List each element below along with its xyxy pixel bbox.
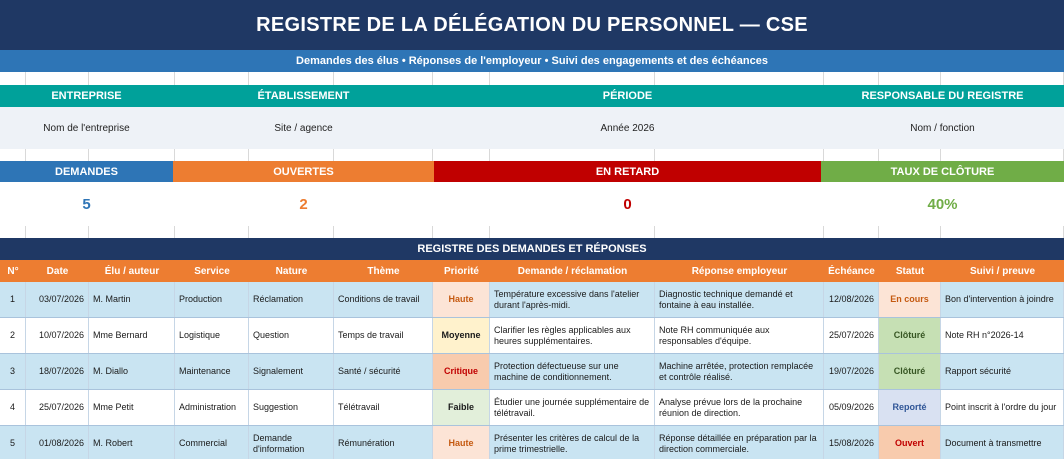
kpi-label-requests: DEMANDES	[0, 161, 173, 182]
cell-nature[interactable]: Suggestion	[249, 390, 334, 425]
cell-num[interactable]: 3	[0, 354, 26, 389]
kpi-label-open: OUVERTES	[173, 161, 434, 182]
cell-date[interactable]: 03/07/2026	[26, 282, 89, 317]
cell-due[interactable]: 15/08/2026	[824, 426, 879, 459]
cell-status[interactable]: Ouvert	[879, 426, 941, 459]
cell-theme[interactable]: Télétravail	[334, 390, 433, 425]
cell-followup[interactable]: Bon d'intervention à joindre	[941, 282, 1064, 317]
table-row[interactable]	[0, 282, 1064, 318]
cell-date[interactable]: 10/07/2026	[26, 318, 89, 353]
col-header-followup[interactable]: Suivi / preuve	[969, 265, 1036, 277]
info-values	[0, 107, 1064, 149]
kpi-value-late: 0	[623, 195, 632, 213]
col-header-request[interactable]: Demande / réclamation	[517, 265, 628, 277]
page-subtitle-bar	[0, 50, 1064, 72]
cell-author[interactable]: Mme Bernard	[89, 318, 175, 353]
cell-due[interactable]: 25/07/2026	[824, 318, 879, 353]
info-period-field[interactable]: Année 2026	[600, 122, 655, 134]
spacer-row	[0, 72, 1064, 85]
cell-service[interactable]: Maintenance	[175, 354, 249, 389]
info-header-period: PÉRIODE	[602, 90, 653, 102]
info-header-owner: RESPONSABLE DU REGISTRE	[861, 90, 1024, 102]
cell-request[interactable]: Protection défectueuse sur une machine de conditionnement.	[490, 354, 655, 389]
cell-service[interactable]: Logistique	[175, 318, 249, 353]
col-header-author[interactable]: Élu / auteur	[104, 265, 160, 277]
cell-request[interactable]: Température excessive dans l'atelier durant l'après-midi.	[490, 282, 655, 317]
page-subtitle: Demandes des élus • Réponses de l'employeur • Suivi des engagements et des échéances	[296, 55, 768, 67]
kpi-header	[0, 161, 1064, 182]
cell-response[interactable]: Diagnostic technique demandé et fontaine à eau installée.	[655, 282, 824, 317]
table-row[interactable]	[0, 390, 1064, 426]
table-header	[0, 260, 1064, 282]
cell-nature[interactable]: Signalement	[249, 354, 334, 389]
spacer-row	[0, 149, 1064, 161]
col-header-theme[interactable]: Thème	[367, 265, 400, 277]
cell-due[interactable]: 19/07/2026	[824, 354, 879, 389]
col-header-nature[interactable]: Nature	[275, 265, 308, 277]
cell-date[interactable]: 18/07/2026	[26, 354, 89, 389]
table-row[interactable]	[0, 354, 1064, 390]
col-header-priority[interactable]: Priorité	[443, 265, 479, 277]
cell-priority[interactable]: Faible	[433, 390, 490, 425]
cell-num[interactable]: 4	[0, 390, 26, 425]
register-title-bar	[0, 238, 1064, 260]
kpi-label-late: EN RETARD	[434, 161, 821, 182]
cell-date[interactable]: 01/08/2026	[26, 426, 89, 459]
kpi-value-requests: 5	[82, 195, 91, 213]
cell-request[interactable]: Clarifier les règles applicables aux heures supplémentaires.	[490, 318, 655, 353]
info-owner-field[interactable]: Nom / fonction	[910, 122, 975, 134]
col-header-num[interactable]: N°	[7, 265, 19, 277]
cell-priority[interactable]: Haute	[433, 426, 490, 459]
cell-status[interactable]: En cours	[879, 282, 941, 317]
cell-service[interactable]: Administration	[175, 390, 249, 425]
cell-theme[interactable]: Rémunération	[334, 426, 433, 459]
info-company-field[interactable]: Nom de l'entreprise	[43, 122, 130, 134]
cell-author[interactable]: M. Diallo	[89, 354, 175, 389]
cell-num[interactable]: 1	[0, 282, 26, 317]
cell-author[interactable]: M. Martin	[89, 282, 175, 317]
cell-theme[interactable]: Santé / sécurité	[334, 354, 433, 389]
cell-author[interactable]: Mme Petit	[89, 390, 175, 425]
kpi-values	[0, 182, 1064, 226]
cell-nature[interactable]: Réclamation	[249, 282, 334, 317]
cell-num[interactable]: 2	[0, 318, 26, 353]
table-row[interactable]	[0, 426, 1064, 459]
cell-theme[interactable]: Conditions de travail	[334, 282, 433, 317]
page-title: REGISTRE DE LA DÉLÉGATION DU PERSONNEL — CSE	[256, 13, 808, 36]
cell-num[interactable]: 5	[0, 426, 26, 459]
cell-followup[interactable]: Note RH n°2026-14	[941, 318, 1064, 353]
cell-response[interactable]: Réponse détaillée en préparation par la direction commerciale.	[655, 426, 824, 459]
info-site-field[interactable]: Site / agence	[274, 122, 333, 134]
cell-followup[interactable]: Point inscrit à l'ordre du jour	[941, 390, 1064, 425]
cell-priority[interactable]: Haute	[433, 282, 490, 317]
cell-status[interactable]: Clôturé	[879, 354, 941, 389]
cell-request[interactable]: Présenter les critères de calcul de la prime trimestrielle.	[490, 426, 655, 459]
cell-service[interactable]: Production	[175, 282, 249, 317]
cell-response[interactable]: Machine arrêtée, protection remplacée et contrôle réalisé.	[655, 354, 824, 389]
spacer-row	[0, 226, 1064, 238]
kpi-label-closure-rate: TAUX DE CLÔTURE	[821, 161, 1064, 182]
col-header-date[interactable]: Date	[46, 265, 69, 277]
cell-followup[interactable]: Rapport sécurité	[941, 354, 1064, 389]
col-header-service[interactable]: Service	[194, 265, 230, 277]
cell-date[interactable]: 25/07/2026	[26, 390, 89, 425]
cell-theme[interactable]: Temps de travail	[334, 318, 433, 353]
cell-status[interactable]: Reporté	[879, 390, 941, 425]
cell-request[interactable]: Étudier une journée supplémentaire de télétravail.	[490, 390, 655, 425]
info-header-company: ENTREPRISE	[51, 90, 122, 102]
table-row[interactable]	[0, 318, 1064, 354]
cell-priority[interactable]: Critique	[433, 354, 490, 389]
kpi-value-closure-rate: 40%	[927, 195, 958, 213]
cell-status[interactable]: Clôturé	[879, 318, 941, 353]
cell-service[interactable]: Commercial	[175, 426, 249, 459]
cell-nature[interactable]: Demande d'information	[249, 426, 334, 459]
cell-followup[interactable]: Document à transmettre	[941, 426, 1064, 459]
info-header	[0, 85, 1064, 107]
info-header-site: ÉTABLISSEMENT	[257, 90, 350, 102]
cell-response[interactable]: Note RH communiquée aux responsables d'équipe.	[655, 318, 824, 353]
cell-due[interactable]: 12/08/2026	[824, 282, 879, 317]
cell-nature[interactable]: Question	[249, 318, 334, 353]
kpi-value-open: 2	[299, 195, 308, 213]
col-header-response[interactable]: Réponse employeur	[691, 265, 788, 277]
cell-response[interactable]: Analyse prévue lors de la prochaine réunion de direction.	[655, 390, 824, 425]
col-header-status[interactable]: Statut	[895, 265, 925, 277]
register-title: REGISTRE DES DEMANDES ET RÉPONSES	[417, 243, 647, 255]
cell-due[interactable]: 05/09/2026	[824, 390, 879, 425]
cell-author[interactable]: M. Robert	[89, 426, 175, 459]
page-title-bar	[0, 0, 1064, 50]
col-header-due[interactable]: Échéance	[828, 265, 875, 277]
cell-priority[interactable]: Moyenne	[433, 318, 490, 353]
